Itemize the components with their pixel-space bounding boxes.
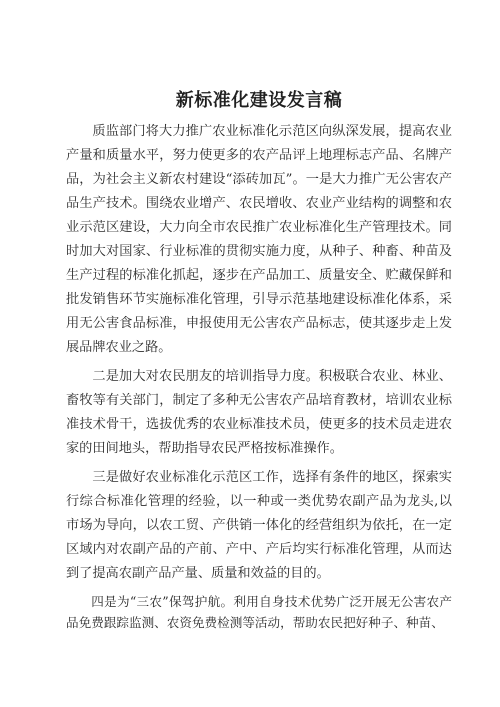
paragraph-2: 二是加大对农民朋友的培训指导力度。积极联合农业、林业、畜牧等有关部门，制定了多种无公害农产品培育教材，培训农业标准技术骨干，选拔优秀的农业标准技术员，使更多的技术员走进农家的田间地头，帮助指导农民严格按标准操作。 (66, 369, 452, 456)
paragraph-4: 四是为“三农”保驾护航。利用自身技术优势广泛开展无公害农产品免费跟踪监测、农资免费检测等活动，帮助农民把好种子、种苗、 (66, 594, 452, 630)
paragraph-1: 质监部门将大力推广农业标准化示范区向纵深发展，提高农业产量和质量水平，努力使更多的农产品评上地理标志产品、名牌产品，为社会主义新农村建设“添砖加瓦”。一是大力推广无公害农产品生产技术。围绕农业增产、农民增收、农业产业结构的调整和农业示范区建设，大力向全市农民推广农业标准化生产管理技术。同时加大对国家、行业标准的贯彻实施力度，从种子、种畜、种苗及生产过程的标准化抓起，逐步在产品加工、质量安全、贮藏保鲜和批发销售环节实施标准化管理，引导示范基地建设标准化体系，采用无公害食品标准，申报使用无公害农产品标志，使其逐步走上发展品牌农业之路。 (66, 124, 452, 355)
paragraph-3: 三是做好农业标准化示范区工作，选择有条件的地区，探索实行综合标准化管理的经验，以一种或一类优势农副产品为龙头,以市场为导向，以农工贸、产供销一体化的经营组织为依托，在一定区域内对农副产品的产前、产中、产后均实行标准化管理，从而达到了提高农副产品产量、质量和效益的目的。 (66, 470, 452, 581)
document-title: 新标准化建设发言稿 (175, 90, 343, 111)
